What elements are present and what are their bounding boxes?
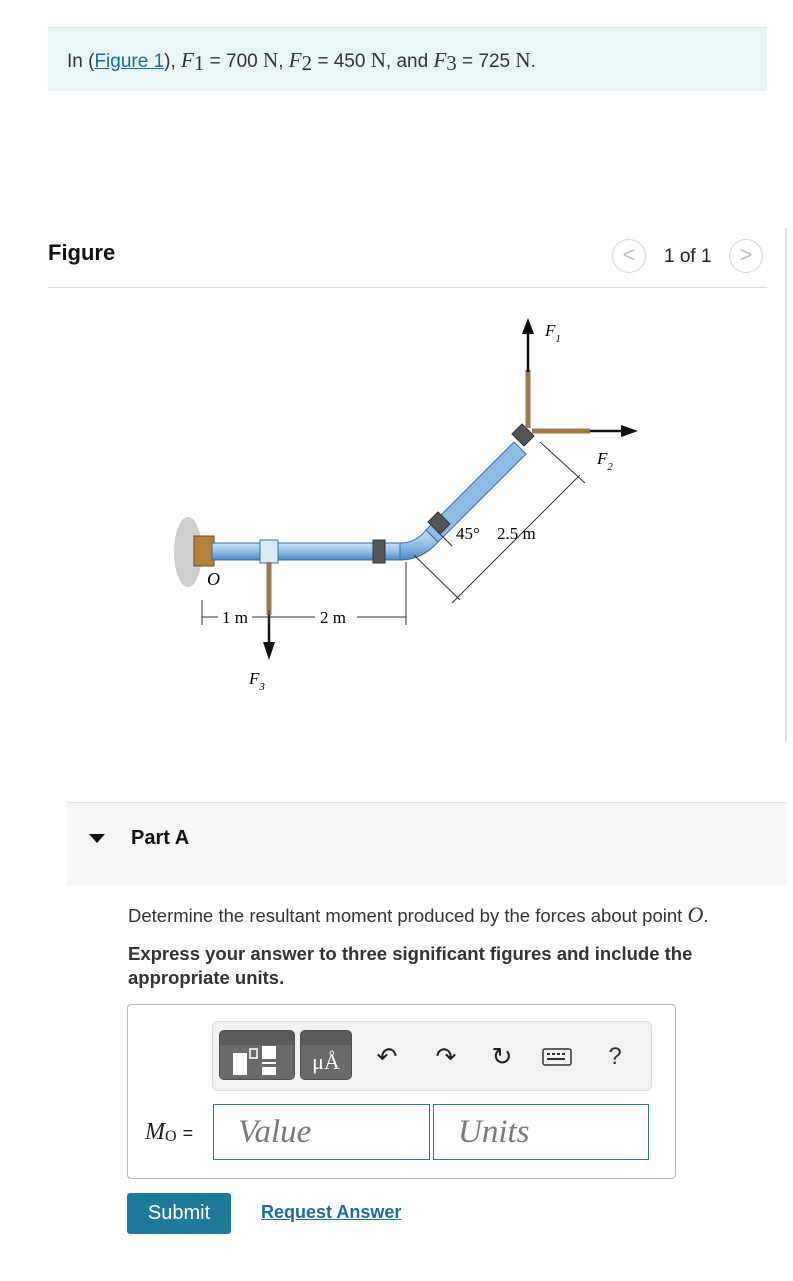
figure-title: Figure <box>48 240 116 265</box>
f2-subscript: 2 <box>301 51 313 75</box>
f2-label: $F_2$ <box>597 449 613 473</box>
question-end: . <box>703 905 709 926</box>
answer-label <box>145 1119 193 1146</box>
f1-arrowhead <box>522 318 534 334</box>
figure-scroll-edge <box>785 228 787 742</box>
origin-label: O <box>207 569 220 589</box>
question-text <box>128 902 708 928</box>
intro-end: . <box>530 51 536 72</box>
figure-page-count: 1 of 1 <box>664 246 712 267</box>
templates-button[interactable] <box>219 1030 295 1080</box>
math-toolbar <box>212 1021 652 1091</box>
dim-ext-1 <box>414 555 460 600</box>
f1-subscript: 1 <box>193 51 205 75</box>
question-point: O <box>687 902 704 927</box>
f2-value: = 450 <box>312 51 366 72</box>
f2-arrowhead <box>621 425 638 437</box>
redo-icon[interactable]: ↷ <box>435 1043 457 1071</box>
figure-divider <box>48 287 767 288</box>
next-figure-button[interactable]: > <box>729 239 763 273</box>
reset-icon[interactable]: ↻ <box>491 1043 513 1071</box>
question-prefix: Determine the resultant moment produced by the forces about point <box>128 905 683 926</box>
f1-symbol: F <box>181 48 194 72</box>
diagonal-length-label: 2.5 m <box>497 524 536 543</box>
intro-prefix: In ( <box>67 51 95 72</box>
f3-subscript: 3 <box>446 51 457 75</box>
symbols-label: μÅ <box>312 1049 340 1074</box>
answer-equals: = <box>182 1123 194 1143</box>
value-input[interactable]: Value <box>213 1104 430 1160</box>
intro-suffix: ), <box>164 51 176 72</box>
figure-link[interactable]: Figure 1 <box>94 51 165 72</box>
pipe-coupling <box>373 540 385 563</box>
answer-symbol: M <box>145 1119 165 1145</box>
answer-subscript: O <box>165 1128 177 1145</box>
request-answer-link[interactable]: Request Answer <box>261 1202 402 1222</box>
templates-icon <box>220 1031 295 1080</box>
dim2-label: 2 m <box>320 608 346 627</box>
figure-pager <box>612 238 767 274</box>
answer-instructions: Express your answer to three significant figures and include the appropriate units. <box>128 943 693 988</box>
f1-unit: N <box>263 48 279 72</box>
symbols-button[interactable] <box>300 1030 352 1080</box>
part-a-header[interactable] <box>67 802 787 886</box>
and-text: , and <box>385 51 429 72</box>
wall-flange <box>194 536 214 566</box>
submit-button[interactable]: Submit <box>127 1193 231 1234</box>
problem-statement <box>48 27 767 91</box>
help-icon[interactable]: ? <box>608 1043 622 1070</box>
f3-symbol: F <box>433 48 447 72</box>
prev-figure-button[interactable]: < <box>612 239 646 273</box>
dim1-label: 1 m <box>222 608 248 627</box>
keyboard-icon[interactable] <box>540 1040 574 1074</box>
f1-value: = 700 <box>204 51 258 72</box>
f3-value: = 725 <box>456 51 511 72</box>
f3-label: $F_3$ <box>249 669 265 693</box>
answer-box <box>127 1004 676 1179</box>
angle-label: 45° <box>456 524 480 543</box>
sep1: , <box>278 51 284 72</box>
f3-arrowhead <box>263 642 275 660</box>
dim-ext-2 <box>540 442 585 483</box>
units-input[interactable]: Units <box>433 1104 649 1160</box>
f2-symbol: F <box>288 48 302 72</box>
pipe-collar <box>260 540 278 563</box>
f2-unit: N <box>370 48 386 72</box>
f3-unit: N <box>515 48 531 72</box>
f1-label: $F_1$ <box>545 321 561 345</box>
collapse-caret-icon[interactable] <box>89 834 105 843</box>
part-label: Part A <box>131 827 190 849</box>
undo-icon[interactable]: ↶ <box>376 1043 398 1071</box>
pipe-diagram <box>160 300 660 710</box>
